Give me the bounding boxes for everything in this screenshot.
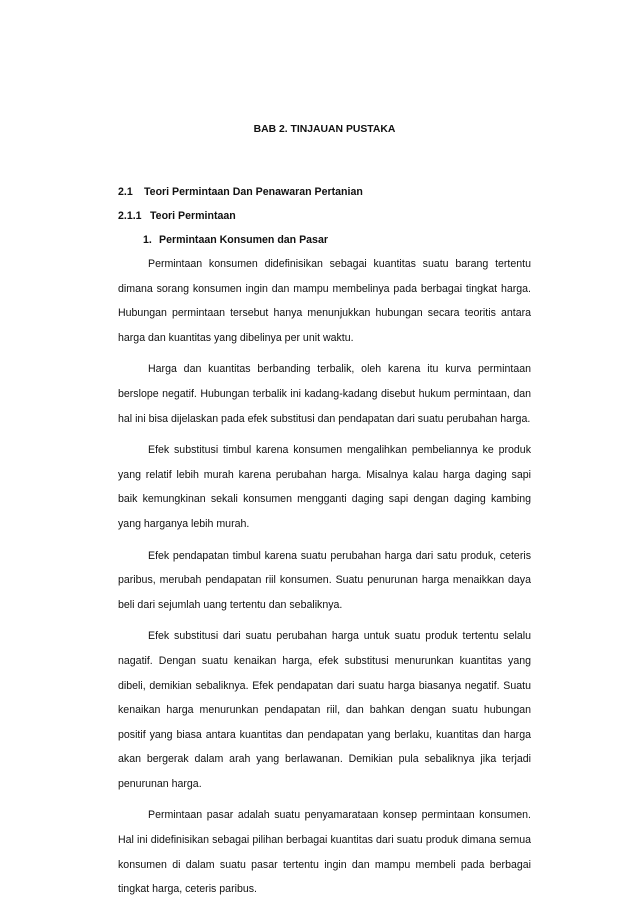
paragraph: Permintaan konsumen didefinisikan sebagai kuantitas suatu barang tertentu dimana sorang konsumen ingin dan mampu membelinya pada berbagai tingkat harga. Hubungan permintaan tersebut hanya menunjukkan hubungan secara teoritis antara harga dan kuantitas yang dibelinya per unit waktu. bbox=[118, 258, 531, 344]
list-item-heading bbox=[118, 228, 531, 252]
page-content bbox=[118, 118, 531, 909]
subsection-number: 2.1.1 bbox=[118, 210, 142, 222]
subsection-title: Teori Permintaan bbox=[150, 210, 236, 222]
list-item-title: Permintaan Konsumen dan Pasar bbox=[159, 234, 328, 246]
paragraph: Efek substitusi timbul karena konsumen mengalihkan pembeliannya ke produk yang relatif lebih murah karena perubahan harga. Misalnya kalau harga daging sapi baik kemungkinan sekali konsumen mengganti daging sapi dengan daging kambing yang harganya lebih murah. bbox=[118, 444, 531, 530]
section-heading bbox=[118, 180, 531, 204]
subsection-heading bbox=[118, 204, 531, 228]
list-item-number: 1. bbox=[143, 234, 152, 246]
section-number: 2.1 bbox=[118, 186, 133, 198]
paragraph: Harga dan kuantitas berbanding terbalik, oleh karena itu kurva permintaan berslope negatif. Hubungan terbalik ini kadang-kadang disebut hukum permintaan, dan hal ini bisa dijelaskan pada efek substitusi dan pendapatan dari suatu perubahan harga. bbox=[118, 363, 531, 425]
paragraph: Efek substitusi dari suatu perubahan harga untuk suatu produk tertentu selalu nagatif. Dengan suatu kenaikan harga, efek substitusi menurunkan kuantitas yang dibeli, demikian sebaliknya. Efek pendapatan dari suatu harga biasanya negatif. Suatu kenaikan harga menurunkan pendapatan riil, dan bahkan dengan suatu hubungan positif yang biasa antara kuantitas dan pendapatan yang berlaku, kuantitas dan harga akan bergerak dalam arah yang berlawanan. Demikian pula sebaliknya jika terjadi penurunan harga. bbox=[118, 630, 531, 790]
paragraph: Permintaan pasar adalah suatu penyamarataan konsep permintaan konsumen. Hal ini didefinisikan sebagai pilihan berbagai kuantitas dari suatu produk dimana semua konsumen di dalam suatu pasar tertentu ingin dan mampu membeli pada berbagai tingkat harga, ceteris paribus. bbox=[118, 809, 531, 896]
chapter-title: BAB 2. TINJAUAN PUSTAKA bbox=[253, 124, 396, 135]
paragraph: Efek pendapatan timbul karena suatu perubahan harga dari satu produk, ceteris paribus, merubah pendapatan riil konsumen. Suatu penurunan harga menaikkan daya beli dari sejumlah uang tertentu dan sebaliknya. bbox=[118, 549, 531, 611]
section-title: Teori Permintaan Dan Penawaran Pertanian bbox=[144, 186, 363, 198]
